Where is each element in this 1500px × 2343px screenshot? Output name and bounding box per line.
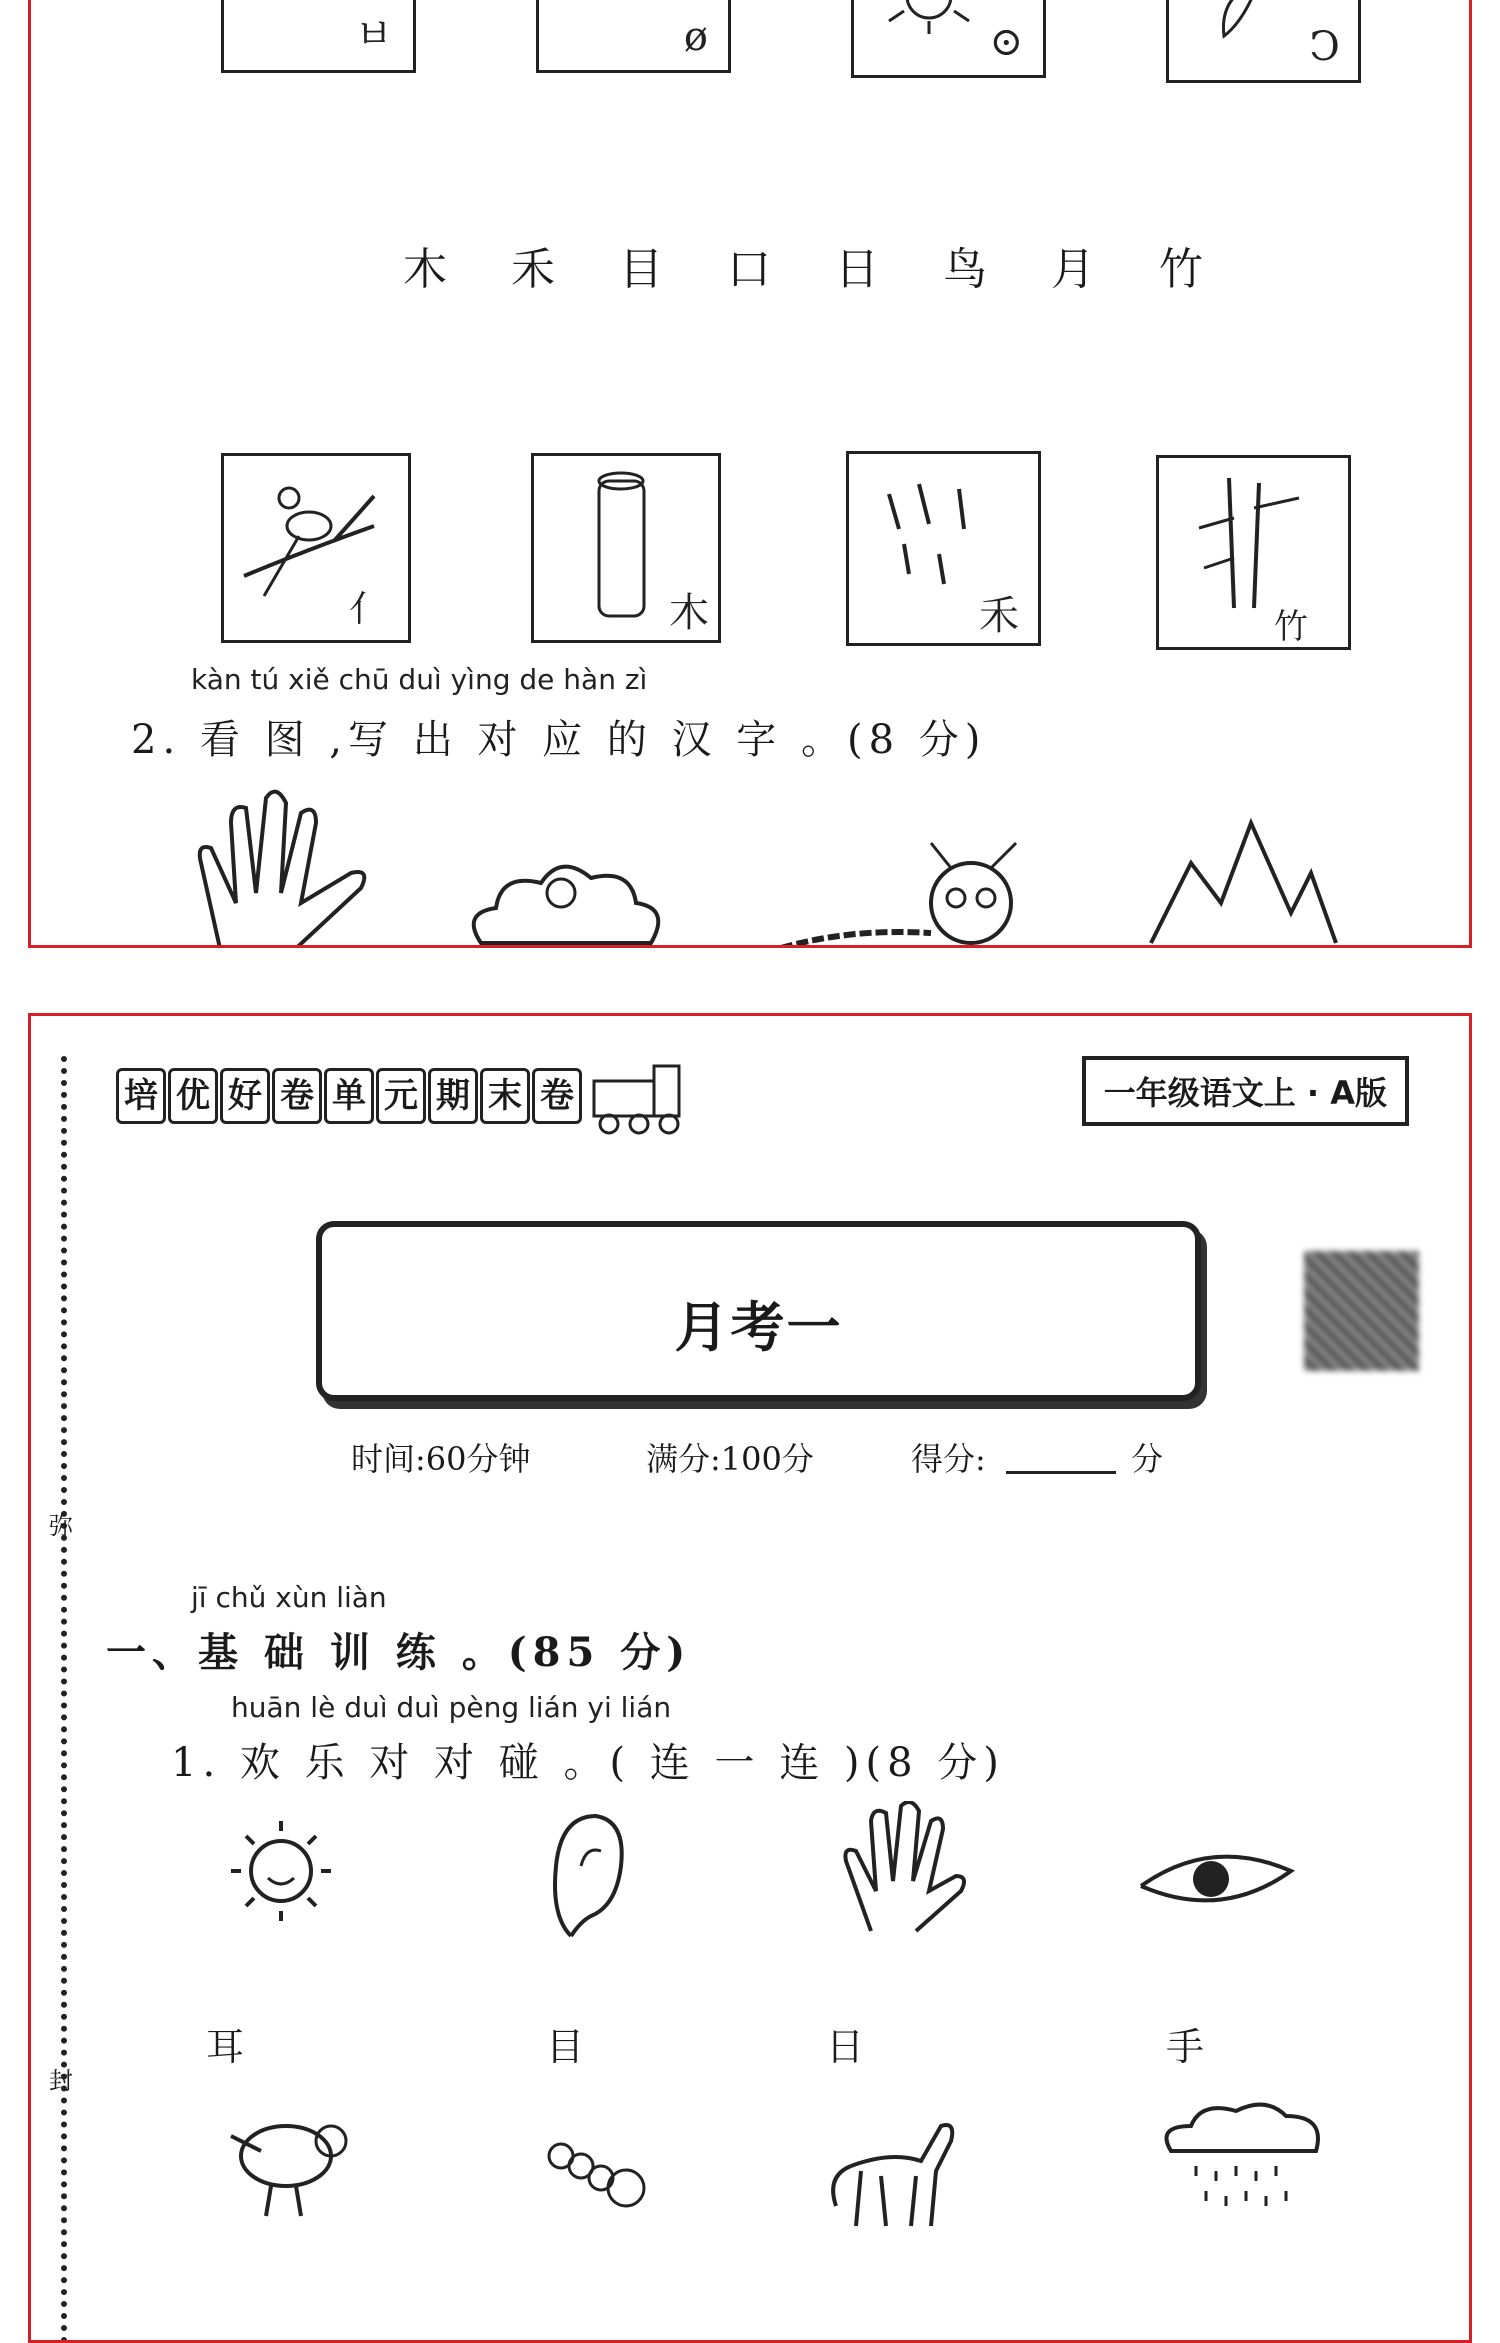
exam-page-bottom [28,1013,1472,2343]
match-char-ri[interactable]: 日 [826,2025,865,2069]
grade-label: 一年级语文上 · A版 [1082,1056,1409,1126]
svg-text:竹: 竹 [1274,607,1308,647]
series-banner [116,1061,694,1131]
char-option[interactable]: 目 [619,244,663,295]
hand-icon [181,783,411,948]
full-score: 满分:100分 [646,1440,814,1478]
exam-time: 时间:60分钟 [351,1440,531,1478]
bird-icon [224,456,408,640]
q1-pinyin: huān lè duì duì pèng lián yi lián [231,1691,672,1724]
q2-text: 2. 看 图 ,写 出 对 应 的 汉 字 。(8 分) [131,717,987,763]
sun-icon [216,1806,346,1936]
score-label: 得分: [911,1440,986,1478]
glyph-frame-4 [1166,0,1361,83]
rain-cloud-icon [1156,2096,1331,2231]
banner-char: 期 [428,1068,478,1124]
mountain-icon [1141,803,1341,948]
match-char-er[interactable]: 耳 [206,2025,245,2069]
section-title: 一、基 础 训 练 。(85 分) [106,1629,692,1676]
char-option[interactable]: 竹 [1159,244,1203,295]
caterpillar-icon [541,2126,661,2216]
picture-frame-grain [846,451,1041,646]
match-char-mu[interactable]: 目 [546,2025,585,2069]
q2-pinyin: kàn tú xiě chū duì yìng de hàn zì [191,663,648,696]
character-options-row [371,233,1271,297]
ancient-glyph-yue: Ↄ [1309,24,1340,70]
page-title: 月考一 [674,1296,843,1359]
banner-char: 卷 [532,1068,582,1124]
grain-icon [849,454,1038,643]
banner-char: 卷 [272,1068,322,1124]
title-box [316,1221,1201,1401]
picture-frame-wood [531,453,721,643]
banner-char: 好 [220,1068,270,1124]
log-icon [534,456,718,640]
bamboo-icon [1159,458,1348,647]
eye-icon [1131,1841,1301,1921]
char-option[interactable]: 鸟 [943,244,987,295]
svg-text:木: 木 [669,590,709,636]
section-pinyin: jī chǔ xùn liàn [191,1581,387,1614]
glyph-frame-1 [221,0,416,73]
picture-frame-bird [221,453,411,643]
exam-page-top [28,0,1472,948]
score-blank[interactable] [1006,1471,1116,1474]
ancient-glyph-eye: ø [683,14,708,60]
char-option[interactable]: 月 [1051,244,1095,295]
banner-char: 末 [480,1068,530,1124]
glyph-frame-3 [851,0,1046,78]
q1-text: 1. 欢 乐 对 对 碰 。( 连 一 连 )(8 分) [171,1740,1005,1786]
cloud-icon [461,853,671,948]
banner-char: 元 [376,1068,426,1124]
score-unit: 分 [1131,1440,1164,1478]
picture-frame-bamboo [1156,455,1351,650]
banner-char: 优 [168,1068,218,1124]
seal-char-feng: 封 [49,2067,73,2095]
char-option[interactable]: 口 [727,244,771,295]
banner-char: 单 [324,1068,374,1124]
ancient-glyph-ri: ⊙ [989,19,1023,65]
seal-char-mi: 弥 [49,1512,73,1540]
svg-text:⺅: ⺅ [349,589,386,630]
seal-line [61,1056,67,2343]
sun-icon [884,0,974,36]
svg-text:禾: 禾 [979,593,1019,639]
char-option[interactable]: 禾 [511,244,555,295]
ear-icon [541,1806,631,1946]
glyph-frame-2 [536,0,731,73]
char-option[interactable]: 木 [403,244,447,295]
char-option[interactable]: 日 [835,244,879,295]
caterpillar-icon [771,833,1071,948]
horse-icon [821,2106,971,2236]
banner-char: 培 [116,1068,166,1124]
moon-icon [1209,0,1279,56]
bird-icon [211,2096,361,2226]
train-icon [584,1056,694,1136]
ancient-glyph-sun: ㅂ [354,12,393,58]
match-char-shou[interactable]: 手 [1166,2025,1205,2069]
qr-code-icon [1304,1251,1419,1371]
hand-icon [831,1801,971,1936]
